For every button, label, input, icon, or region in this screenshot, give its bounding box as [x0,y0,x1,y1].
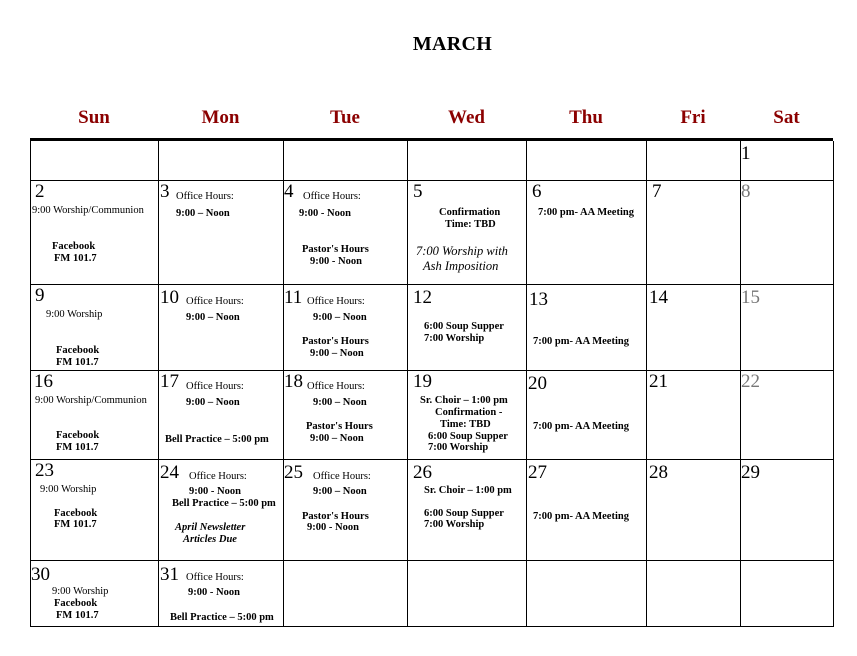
event-text: Pastor's Hours [306,421,373,432]
event-text: Office Hours: [186,296,244,307]
day-number: 18 [284,371,303,392]
day-number: 6 [532,181,542,202]
day-header-sat: Sat [773,107,800,128]
event-text: Bell Practice – 5:00 pm [172,498,276,509]
event-text: FM 101.7 [56,357,99,368]
event-text: Bell Practice – 5:00 pm [165,434,269,445]
event-text: 9:00 - Noon [310,256,362,267]
event-text: 9:00 Worship [46,309,103,320]
event-text: 9:00 – Noon [313,486,367,497]
day-number: 8 [741,181,751,202]
event-text: 9:00 – Noon [310,348,364,359]
event-text: 6:00 Soup Supper [424,508,504,519]
event-text: 9:00 - Noon [307,522,359,533]
event-text: Pastor's Hours [302,336,369,347]
event-text: Office Hours: [313,471,371,482]
event-text: Office Hours: [303,191,361,202]
event-text: Facebook [54,508,98,519]
event-text: 9:00 Worship [52,586,109,597]
day-number: 17 [160,371,179,392]
event-text: 9:00 - Noon [188,587,240,598]
event-text: 7:00 pm- AA Meeting [533,511,629,522]
event-text: FM 101.7 [54,253,97,264]
day-number: 25 [284,462,303,483]
day-number: 12 [413,287,432,308]
day-number: 21 [649,371,668,392]
day-number: 9 [35,285,45,306]
event-text: 9:00 – Noon [313,397,367,408]
event-text: 6:00 Soup Supper [424,321,504,332]
event-text: 9:00 - Noon [189,486,241,497]
day-number: 14 [649,287,668,308]
event-text: 7:00 Worship with [416,244,508,258]
event-text: FM 101.7 [56,442,99,453]
event-text: 9:00 – Noon [176,208,230,219]
event-text: 9:00 – Noon [186,397,240,408]
event-text: Bell Practice – 5:00 pm [170,612,274,623]
event-text: Facebook [56,345,100,356]
day-number: 30 [31,564,50,585]
day-number: 31 [160,564,179,585]
event-text: Office Hours: [189,471,247,482]
event-text: FM 101.7 [54,519,97,530]
day-number: 20 [528,373,547,394]
event-text: Time: TBD [445,219,496,230]
event-text: 7:00 pm- AA Meeting [538,207,634,218]
event-text: 9:00 – Noon [313,312,367,323]
event-text: 7:00 Worship [424,333,485,344]
day-number: 27 [528,462,547,483]
day-header-sun: Sun [78,107,110,128]
event-text: 7:00 Worship [428,442,489,453]
calendar-month-title: MARCH [412,33,493,55]
day-number: 16 [34,371,53,392]
day-number: 1 [741,143,751,164]
event-text: Sr. Choir – 1:00 pm [424,485,512,496]
event-text: Facebook [52,241,96,252]
event-text: 9:00 Worship/Communion [35,395,147,406]
event-text: Office Hours: [307,296,365,307]
day-number: 29 [741,462,760,483]
event-text: 9:00 – Noon [186,312,240,323]
day-header-wed: Wed [448,107,485,128]
day-number: 7 [652,181,662,202]
day-header-tue: Tue [330,107,360,128]
event-text: Office Hours: [176,191,234,202]
event-text: Sr. Choir – 1:00 pm [420,395,508,406]
event-text: 9:00 Worship/Communion [32,205,144,216]
event-text: 9:00 - Noon [299,208,351,219]
day-number: 11 [284,287,303,308]
event-text: Office Hours: [186,381,244,392]
header-divider [30,138,833,141]
day-number: 19 [413,371,432,392]
event-text: Office Hours: [186,572,244,583]
event-text: 7:00 pm- AA Meeting [533,421,629,432]
event-text: Articles Due [183,534,237,545]
event-text: 9:00 Worship [40,484,97,495]
day-number: 10 [160,287,179,308]
day-number: 24 [160,462,179,483]
day-number: 5 [413,181,423,202]
event-text: Confirmation [439,207,501,218]
day-number: 13 [529,289,548,310]
event-text: Pastor's Hours [302,511,369,522]
event-text: 7:00 Worship [424,519,485,530]
event-text: Office Hours: [307,381,365,392]
day-header-fri: Fri [680,107,706,128]
event-text: Facebook [54,598,98,609]
event-text: April Newsletter [175,522,246,533]
day-number: 2 [35,181,45,202]
event-text: 9:00 – Noon [310,433,364,444]
day-number: 23 [35,460,54,481]
day-header-mon: Mon [201,107,240,128]
event-text: Confirmation - [435,407,503,418]
day-header-thu: Thu [569,107,603,128]
event-text: Facebook [56,430,100,441]
event-text: FM 101.7 [56,610,99,621]
day-number: 4 [284,181,294,202]
event-text: Pastor's Hours [302,244,369,255]
event-text: Ash Imposition [423,259,499,273]
day-number: 22 [741,371,760,392]
event-text: 7:00 pm- AA Meeting [533,336,629,347]
day-number: 3 [160,181,170,202]
event-text: 6:00 Soup Supper [428,431,508,442]
event-text: Time: TBD [440,419,491,430]
day-number: 15 [741,287,760,308]
day-number: 26 [413,462,432,483]
day-number: 28 [649,462,668,483]
